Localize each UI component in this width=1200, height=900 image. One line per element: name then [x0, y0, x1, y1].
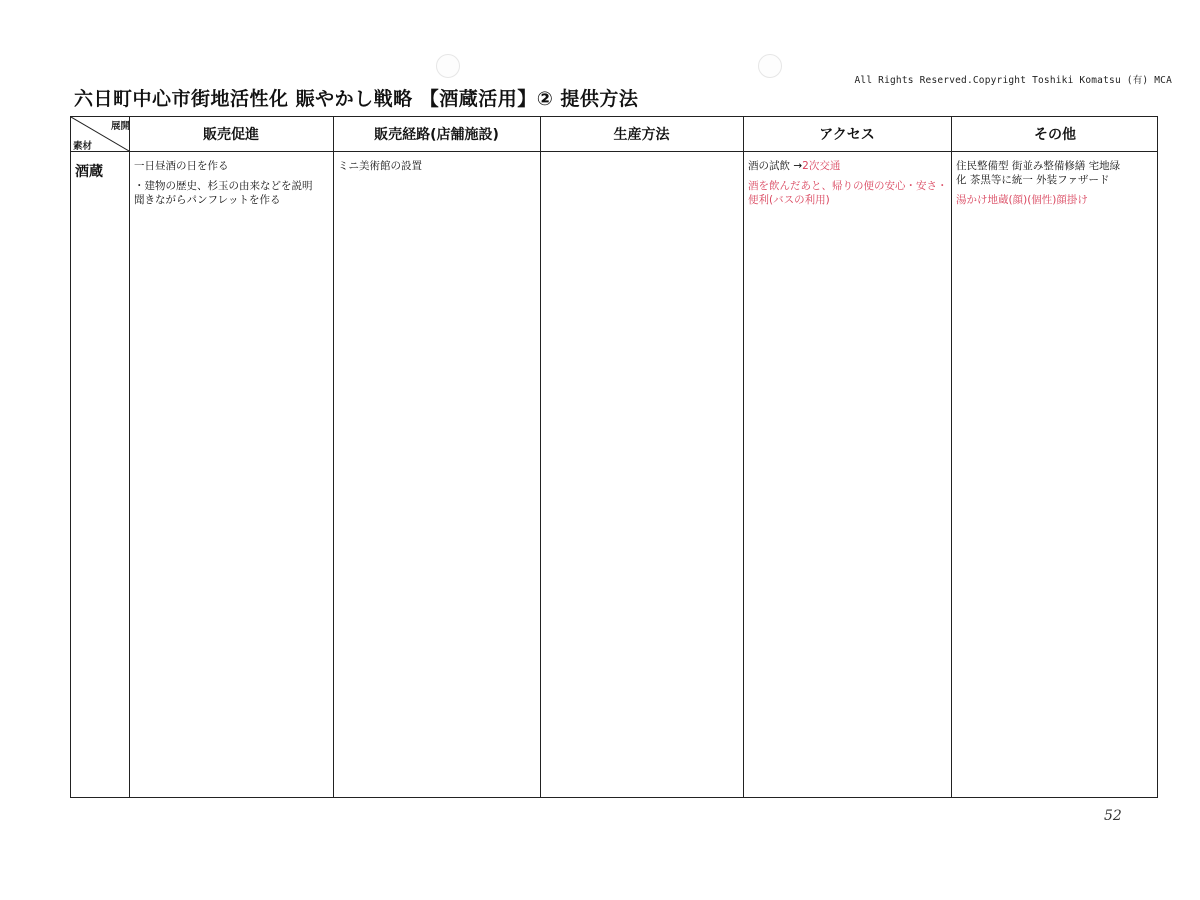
- cell-text: ・建物の歴史、杉玉の由来などを説明: [134, 180, 313, 192]
- copyright-notice: All Rights Reserved.Copyright Toshiki Komatsu (有) MCA: [854, 75, 1172, 86]
- column-divider: [951, 117, 952, 797]
- cell-text-red: 酒を飲んだあと、帰りの便の安心・安さ・: [748, 180, 948, 192]
- cell-text: [748, 159, 948, 173]
- header-sales-promotion: 販売促進: [203, 127, 259, 143]
- header-access: アクセス: [819, 127, 875, 143]
- cell-sales-channel: [338, 159, 536, 173]
- column-divider: [129, 117, 130, 797]
- punch-hole-right: [758, 54, 782, 78]
- strategy-table: [70, 116, 1158, 798]
- cell-text: 聞きながらパンフレットを作る: [134, 194, 281, 206]
- column-divider: [540, 117, 541, 797]
- header-sales-channel: 販売経路(店舗施設): [374, 127, 499, 143]
- cell-text-red: 湯かけ地蔵(顔)(個性)顔掛け: [956, 194, 1088, 206]
- cell-text: ミニ美術館の設置: [338, 160, 422, 172]
- cell-access: [748, 159, 948, 207]
- cell-text-red: 2次交通: [802, 160, 841, 172]
- column-divider: [333, 117, 334, 797]
- header-other: その他: [1034, 127, 1076, 143]
- page-number: 52: [1104, 808, 1122, 824]
- column-divider: [743, 117, 744, 797]
- cell-text: 一日昼酒の日を作る: [134, 160, 229, 172]
- cell-text: 住民整備型 街並み整備修繕 宅地緑: [956, 160, 1121, 172]
- row-label-sake-brewery: 酒蔵: [75, 164, 103, 180]
- cell-text-red: 便利(バスの利用): [748, 194, 830, 206]
- header-production-method: 生産方法: [613, 127, 670, 143]
- cell-other: [956, 159, 1156, 207]
- cell-text-black: 酒の試飲 →: [748, 160, 803, 172]
- corner-label-expansion: 展開: [111, 121, 131, 132]
- cell-sales-promotion: [134, 159, 330, 207]
- punch-hole-left: [436, 54, 460, 78]
- header-divider: [71, 151, 1157, 152]
- corner-label-material: 素材: [73, 141, 93, 152]
- cell-text: 化 茶黒等に統一 外装ファザード: [956, 174, 1110, 186]
- page-title: 六日町中心市街地活性化 賑やかし戦略 【酒蔵活用】② 提供方法: [74, 88, 639, 110]
